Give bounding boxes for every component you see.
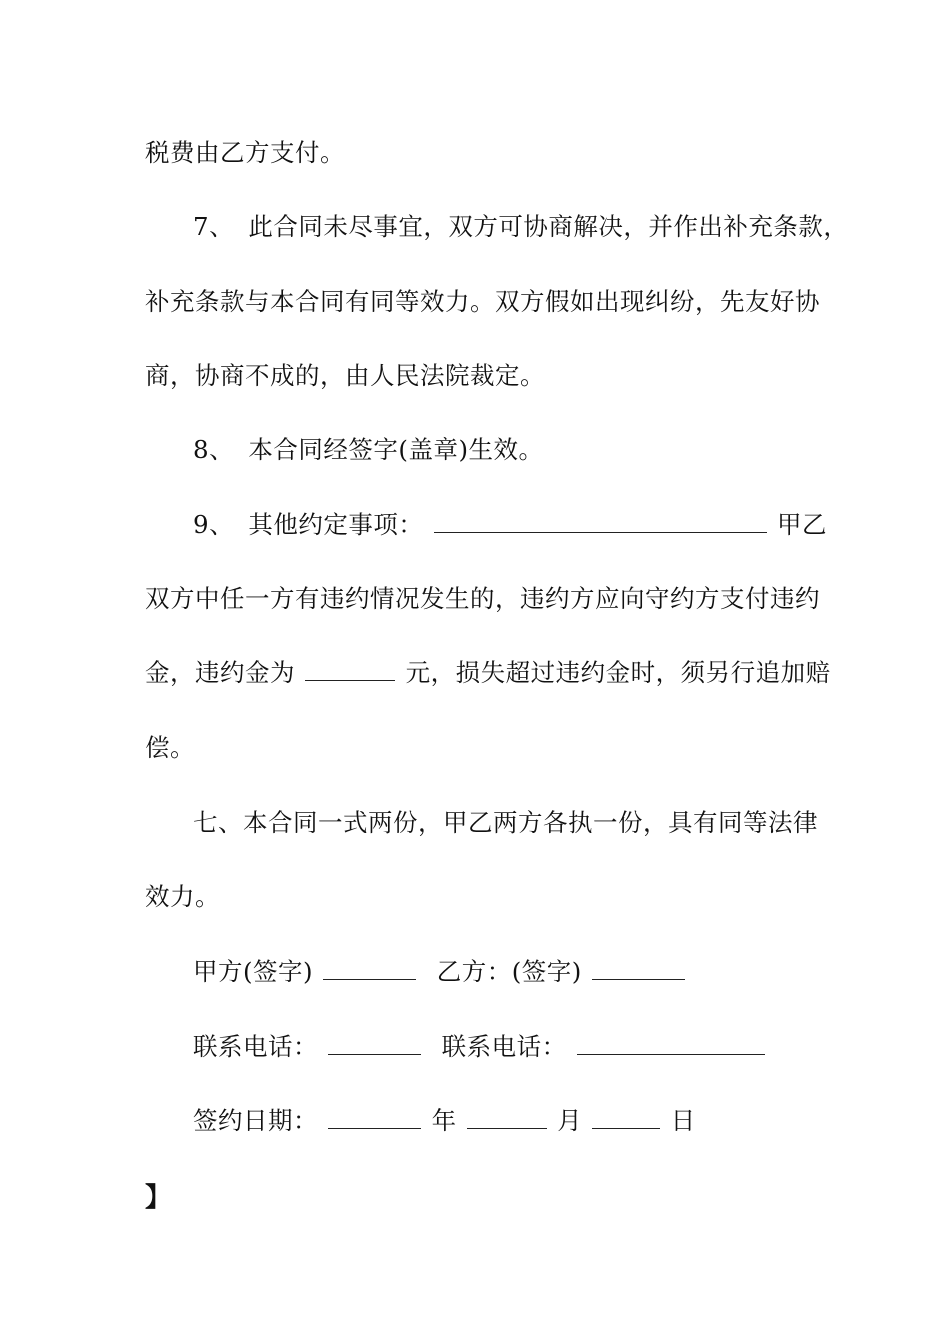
- penalty-line-2: 金，违约金为 元，损失超过违约金时，须另行追加赔: [145, 658, 831, 687]
- clause-8: 8、 本合同经签字(盖章)生效。: [193, 435, 544, 464]
- date-row: [193, 1106, 813, 1136]
- clause-7-line-2: 补充条款与本合同有同等效力。双方假如出现纠纷，先友好协: [145, 287, 820, 316]
- party-a-signature-blank[interactable]: [323, 957, 416, 980]
- penalty-amount-blank[interactable]: [305, 658, 395, 681]
- clause-7-line-1: 7、 此合同未尽事宜，双方可协商解决，并作出补充条款，: [193, 212, 849, 241]
- party-b-signature-blank[interactable]: [592, 957, 685, 980]
- penalty-line-3: 偿。: [145, 733, 195, 762]
- phone-row: [193, 1032, 813, 1062]
- clause-7-line-3: 商，协商不成的，由人民法院裁定。: [145, 361, 545, 390]
- clause-number: 8、: [193, 435, 235, 464]
- signature-row: [193, 957, 813, 987]
- party-b-label: 乙方：(签字): [436, 957, 582, 986]
- section-7-line-2: 效力。: [145, 882, 220, 911]
- date-label: 签约日期：: [193, 1106, 318, 1135]
- year-label: 年: [431, 1106, 457, 1135]
- clause-number: 9、: [193, 510, 235, 539]
- other-terms-blank[interactable]: [434, 510, 767, 533]
- day-blank[interactable]: [592, 1106, 660, 1129]
- month-label: 月: [557, 1106, 583, 1135]
- year-blank[interactable]: [328, 1106, 421, 1129]
- clause-9: 9、 其他约定事项： 甲乙: [193, 510, 827, 539]
- day-label: 日: [670, 1106, 696, 1135]
- paragraph-tax: 税费由乙方支付。: [145, 138, 345, 167]
- party-a-label: 甲方(签字): [193, 957, 314, 986]
- trailing-bracket: 】: [145, 1183, 172, 1213]
- month-blank[interactable]: [467, 1106, 547, 1129]
- phone-a-label: 联系电话：: [193, 1032, 318, 1061]
- phone-a-blank[interactable]: [328, 1032, 421, 1055]
- phone-b-label: 联系电话：: [441, 1032, 567, 1061]
- clause-number: 7、: [193, 212, 235, 241]
- penalty-line-1: 双方中任一方有违约情况发生的，违约方应向守约方支付违约: [145, 584, 820, 613]
- phone-b-blank[interactable]: [577, 1032, 765, 1055]
- section-7-line-1: 七、本合同一式两份，甲乙两方各执一份，具有同等法律: [193, 808, 818, 837]
